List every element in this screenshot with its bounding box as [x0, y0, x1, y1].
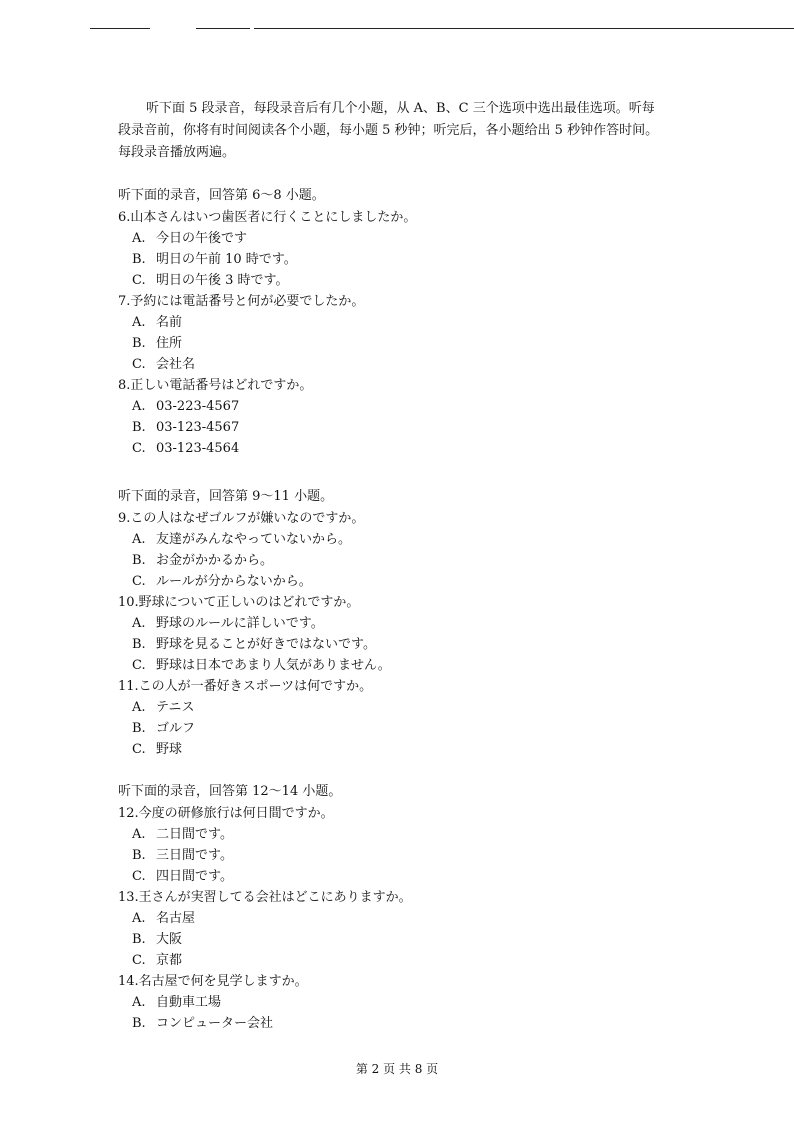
question-14: 14.名古屋で何を見学しますか。	[118, 974, 308, 989]
option-12a: A. 二日間です。	[132, 827, 233, 842]
instructions-line: 每段录音播放两遍。	[118, 145, 236, 160]
option-12b: B. 三日間です。	[132, 848, 233, 863]
header-rule-right	[254, 28, 794, 29]
question-11: 11.この人が一番好きスポーツは何ですか。	[118, 679, 373, 694]
instructions	[118, 98, 698, 164]
option-10c: C. 野球は日本であまり人気がありません。	[132, 658, 391, 673]
section-q12-14	[118, 781, 412, 1034]
question-8: 8.正しい電話番号はどれですか。	[118, 378, 313, 393]
header-rule-left	[90, 28, 150, 29]
option-11b: B. ゴルフ	[132, 721, 196, 736]
page-number: 第 2 页 共 8 页	[355, 1062, 439, 1076]
option-9c: C. ルールが分からないから。	[132, 574, 312, 589]
option-14b: B. コンピューター会社	[132, 1016, 274, 1031]
option-13c: C. 京都	[132, 953, 183, 968]
option-14a: A. 自動車工場	[132, 995, 222, 1010]
question-10: 10.野球について正しいのはどれですか。	[118, 595, 360, 610]
question-9: 9.この人はなぜゴルフが嫌いなのですか。	[118, 511, 365, 526]
section-heading: 听下面的录音，回答第 9～11 小题。	[118, 489, 334, 504]
option-6c: C. 明日の午後 3 時です。	[132, 273, 289, 288]
option-13a: A. 名古屋	[132, 911, 196, 926]
section-q9-11	[118, 486, 391, 760]
section-heading: 听下面的录音，回答第 12～14 小题。	[118, 784, 342, 799]
instructions-line: 听下面 5 段录音，每段录音后有几个小题，从 A、B、C 三个选项中选出最佳选项。听每	[146, 101, 655, 116]
option-8a: A. 03-223-4567	[132, 399, 240, 414]
option-10a: A. 野球のルールに詳しいです。	[132, 616, 324, 631]
section-heading: 听下面的录音，回答第 6～8 小题。	[118, 188, 325, 203]
question-6: 6.山本さんはいつ歯医者に行くことにしましたか。	[118, 210, 417, 225]
question-13: 13.王さんが実習してる会社はどこにありますか。	[118, 890, 412, 905]
option-11a: A. テニス	[132, 700, 195, 715]
option-7b: B. 住所	[132, 336, 183, 351]
option-12c: C. 四日間です。	[132, 869, 233, 884]
option-11c: C. 野球	[132, 742, 183, 757]
section-q6-8	[118, 185, 416, 459]
question-7: 7.予約には電話番号と何が必要でしたか。	[118, 294, 365, 309]
option-7a: A. 名前	[132, 315, 183, 330]
header-rule-mid	[196, 28, 250, 29]
option-7c: C. 会社名	[132, 357, 196, 372]
option-8c: C. 03-123-4564	[132, 441, 240, 456]
question-12: 12.今度の研修旅行は何日間ですか。	[118, 806, 334, 821]
option-6a: A. 今日の午後です	[132, 231, 248, 246]
option-13b: B. 大阪	[132, 932, 183, 947]
option-10b: B. 野球を見ることが好きではないです。	[132, 637, 376, 652]
option-9a: A. 友達がみんなやっていないから。	[132, 532, 352, 547]
option-9b: B. お金がかかるから。	[132, 553, 274, 568]
instructions-line: 段录音前，你将有时间阅读各个小题，每小题 5 秒钟；听完后，各小题给出 5 秒钟作答时间。	[118, 123, 659, 138]
option-6b: B. 明日の午前 10 時です。	[132, 252, 297, 267]
option-8b: B. 03-123-4567	[132, 420, 240, 435]
